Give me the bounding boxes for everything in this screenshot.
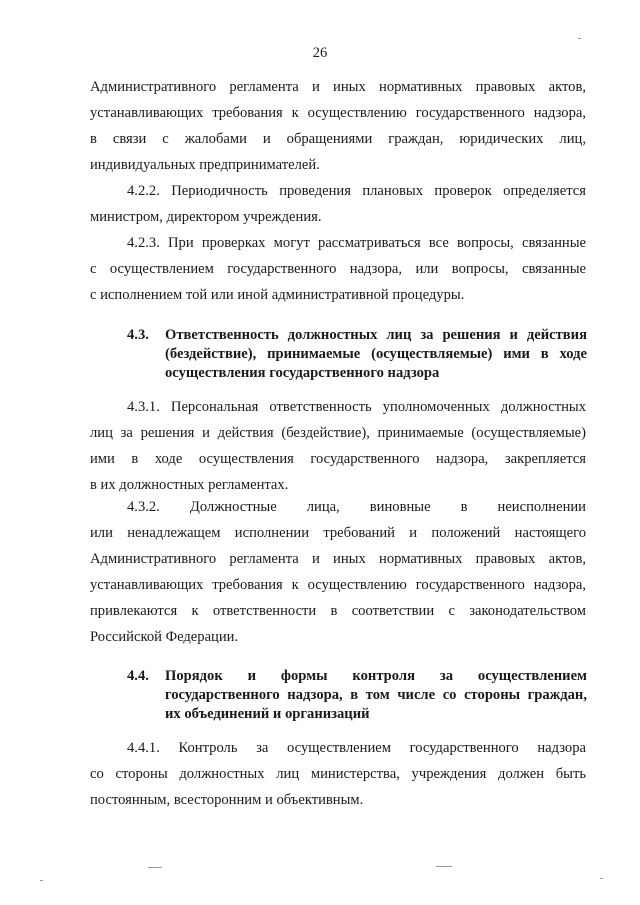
scan-speck: [600, 878, 603, 879]
text-line: с исполнением той или иной административной процедуры.: [90, 287, 465, 303]
paragraph-4-3-2: [90, 494, 586, 650]
text-line: Административного регламента и иных нормативных правовых актов,: [90, 551, 586, 567]
text-line: Административного регламента и иных нормативных правовых актов,: [90, 79, 586, 95]
text-line: 4.2.2. Периодичность проведения плановых проверок определяется: [127, 183, 586, 199]
text-line: индивидуальных предпринимателей.: [90, 157, 320, 173]
text-line: устанавливающих требования к осуществлению государственного надзора,: [90, 105, 586, 121]
section-title: [165, 667, 587, 724]
heading-line: (бездействие), принимаемые (осуществляемые) ими в ходе: [165, 346, 587, 362]
scan-speck: [436, 866, 452, 867]
paragraph-4-4-1: [90, 735, 586, 813]
paragraph-4-2-3: [90, 230, 586, 308]
text-line: с осуществлением государственного надзора, или вопросы, связанные: [90, 261, 586, 277]
section-number: 4.4.: [127, 668, 149, 684]
text-line: Российской Федерации.: [90, 629, 239, 645]
text-line: устанавливающих требования к осуществлению государственного надзора,: [90, 577, 586, 593]
page-number: 26: [312, 45, 328, 61]
text-line: со стороны должностных лиц министерства, учреждения должен быть: [90, 766, 586, 782]
text-line: привлекаются к ответственности в соответствии с законодательством: [90, 603, 586, 619]
scan-speck: [578, 38, 581, 39]
heading-line: Порядок и формы контроля за осуществлением: [165, 668, 587, 684]
scan-speck: [40, 880, 43, 881]
paragraph-4-3-1: [90, 394, 586, 498]
text-line: 4.3.2. Должностные лица, виновные в неисполнении: [127, 499, 586, 515]
text-line: лиц за решения и действия (бездействие), принимаемые (осуществляемые): [90, 425, 586, 441]
text-line: постоянным, всесторонним и объективным.: [90, 792, 364, 808]
heading-line: их объединений и организаций: [165, 706, 370, 722]
text-line: 4.3.1. Персональная ответственность уполномоченных должностных: [127, 399, 586, 415]
section-title: [165, 326, 587, 383]
text-line: 4.4.1. Контроль за осуществлением государственного надзора: [127, 740, 586, 756]
paragraph-continuation: [90, 74, 586, 178]
heading-line: Ответственность должностных лиц за решения и действия: [165, 327, 587, 343]
heading-line: государственного надзора, в том числе со стороны граждан,: [165, 687, 587, 703]
text-line: ими в ходе осуществления государственного надзора, закрепляется: [90, 451, 586, 467]
text-line: или ненадлежащем исполнении требований и положений настоящего: [90, 525, 586, 541]
text-line: в их должностных регламентах.: [90, 477, 289, 493]
paragraph-4-2-2: [90, 178, 586, 230]
scan-speck: [148, 867, 162, 868]
text-line: министром, директором учреждения.: [90, 209, 322, 225]
heading-line: осуществления государственного надзора: [165, 365, 440, 381]
text-line: в связи с жалобами и обращениями граждан, юридических лиц,: [90, 131, 586, 147]
text-line: 4.2.3. При проверках могут рассматриваться все вопросы, связанные: [127, 235, 586, 251]
section-number: 4.3.: [127, 327, 149, 343]
